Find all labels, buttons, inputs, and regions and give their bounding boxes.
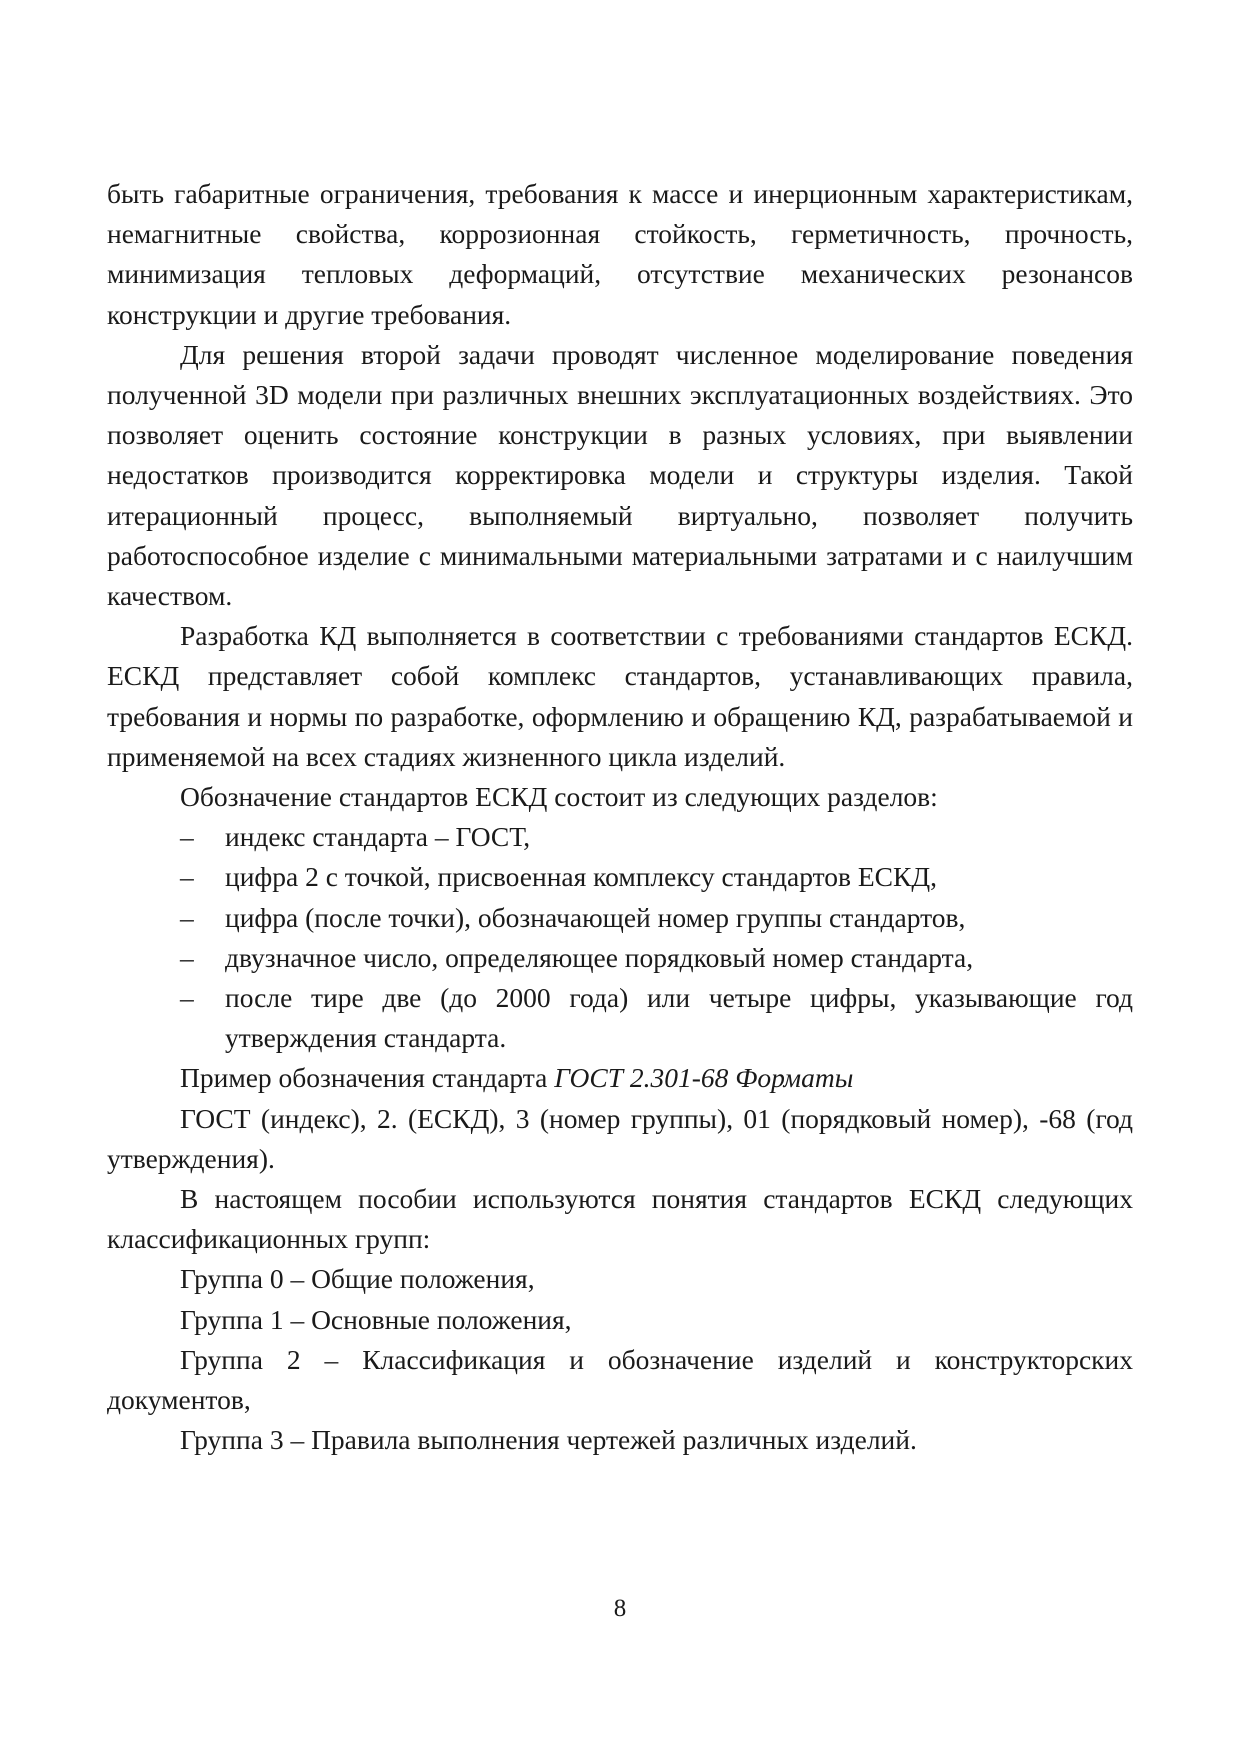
paragraph-example-breakdown: ГОСТ (индекс), 2. (ЕСКД), 3 (номер группы), 01 (порядковый номер), -68 (год утверждения). xyxy=(107,1102,1133,1174)
paragraph-group-0: Группа 0 – Общие положения, xyxy=(180,1263,535,1295)
list-item xyxy=(107,898,1133,938)
list-item xyxy=(107,817,1133,857)
dash-marker: – xyxy=(180,901,194,933)
list-item-text: двузначное число, определяющее порядковый номер стандарта, xyxy=(225,941,974,973)
paragraph-kd-development: Разработка КД выполняется в соответствии с требованиями стандартов ЕСКД. ЕСКД представляет собой комплекс стандартов, устанавливающих правила, требования и нормы по разработке, оформлению и обращению КД, разрабатываемой и применяемой на всех стадиях жизненного цикла изделий. xyxy=(107,620,1133,772)
dash-marker: – xyxy=(180,982,194,1014)
dash-marker: – xyxy=(180,941,194,973)
page-body xyxy=(107,174,1133,1461)
list-item-text: после тире две (до 2000 года) или четыре цифры, указывающие год утверждения стандарта. xyxy=(225,982,1133,1054)
paragraph-designation-intro: Обозначение стандартов ЕСКД состоит из следующих разделов: xyxy=(180,781,938,813)
list-item-text: цифра (после точки), обозначающей номер группы стандартов, xyxy=(225,901,966,933)
dash-marker: – xyxy=(180,861,194,893)
list-item-text: цифра 2 с точкой, присвоенная комплексу стандартов ЕСКД, xyxy=(225,861,937,893)
paragraph-group-2: Группа 2 – Классификация и обозначение изделий и конструкторских документов, xyxy=(107,1343,1133,1416)
list-item xyxy=(107,857,1133,897)
dash-marker: – xyxy=(180,821,194,853)
paragraph-requirements: быть габаритные ограничения, требования к массе и инерционным характеристикам, немагнитные свойства, коррозионная стойкость, герметичность, прочность, минимизация тепловых деформаций, отсутствие механических резонансов конструкции и другие требования. xyxy=(107,178,1133,330)
paragraph-example xyxy=(107,1058,1133,1098)
page-number: 8 xyxy=(613,1595,627,1622)
paragraph-group-3: Группа 3 – Правила выполнения чертежей различных изделий. xyxy=(180,1424,917,1456)
paragraph-groups-intro: В настоящем пособии используются понятия стандартов ЕСКД следующих классификационных групп: xyxy=(107,1183,1133,1255)
example-prefix: Пример обозначения стандарта xyxy=(180,1062,555,1094)
designation-sections-list xyxy=(107,817,1133,1058)
list-item xyxy=(107,938,1133,978)
example-standard-name: ГОСТ 2.301-68 Форматы xyxy=(554,1062,854,1094)
paragraph-modeling: Для решения второй задачи проводят численное моделирование поведения полученной 3D модели при различных внешних эксплуатационных воздействиях. Это позволяет оценить состояние конструкции в разных условиях, при выявлении недостатков производится корректировка модели и структуры изделия. Такой итерационный процесс, выполняемый виртуально, позволяет получить работоспособное изделие с минимальными материальными затратами и с наилучшим качеством. xyxy=(107,338,1133,612)
list-item xyxy=(107,978,1133,1058)
list-item-text: индекс стандарта – ГОСТ, xyxy=(225,821,531,853)
paragraph-group-1: Группа 1 – Основные положения, xyxy=(180,1303,572,1335)
